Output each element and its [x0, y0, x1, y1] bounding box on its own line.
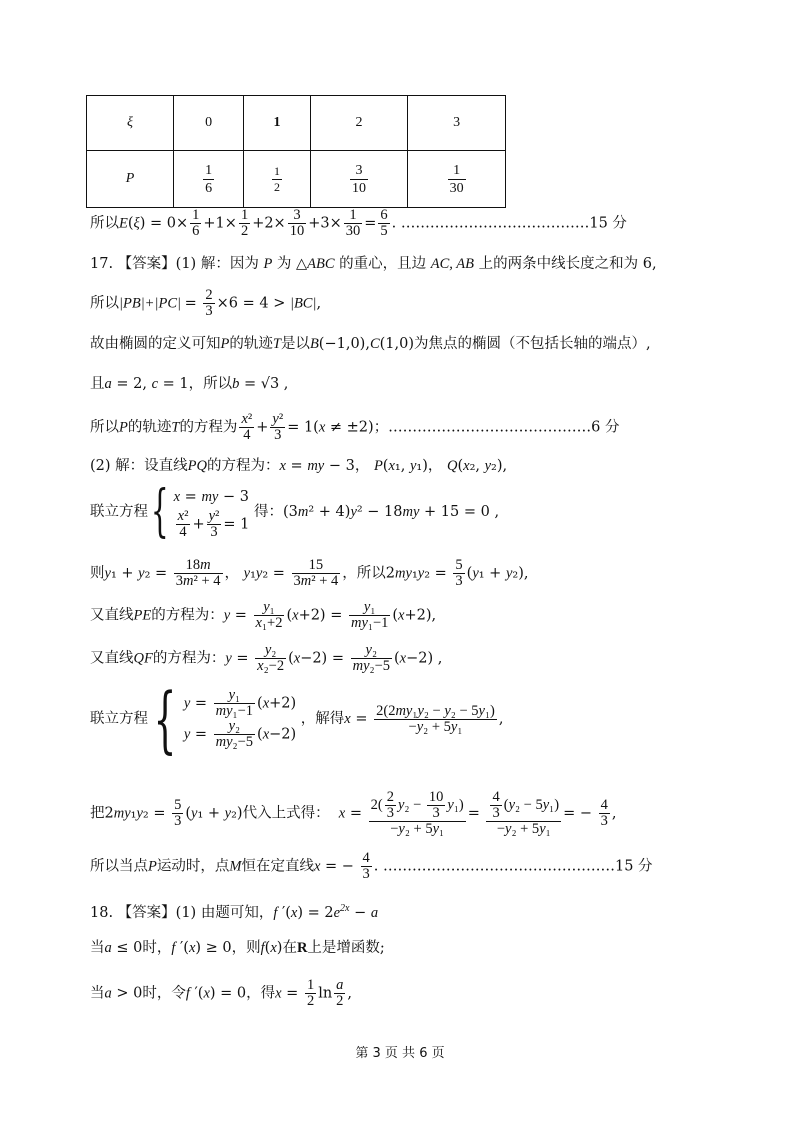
table-cell: 0: [174, 96, 244, 151]
table-row: [87, 96, 506, 151]
text-line: 故由椭圆的定义可知P的轨迹T是以B(−1,0),C(1,0)为焦点的椭圆（不包括长轴的端点）,: [90, 336, 651, 352]
table-cell: $\frac{3}{10}$: [310, 151, 408, 208]
table-row: [87, 151, 506, 208]
text-line: 所以P的轨迹T的方程为 $\frac{\text{x²}}{4}$ + $\frac{\text{y²}}{3}$ = 1(x ≠ ±2)；……………………………………6 分: [90, 411, 620, 443]
table-cell: 2: [310, 96, 408, 151]
expectation-line: 所以E(ξ) = 0× $\frac{1}{6}$ +1× $\frac{1}{2}$ +2× $\frac{3}{10}$ +3× $\frac{1}{30}$ = $\frac{6}{5}$ . …………………………………15 分: [90, 207, 627, 239]
text-line: 当a > 0时，令f ′(x) = 0，得x = $\frac{1}{2}$ ln $\frac{a}{2}$ ,: [90, 977, 353, 1009]
text-line: 所以|PB|+|PC| = $\frac{2}{3}$ ×6 = 4 > |BC|,: [90, 287, 322, 319]
table-cell: 1: [244, 96, 310, 151]
text-line: 又直线PE的方程为：y = $\frac{\text{y₁}}{\text{x₁+2}}$ (x+2) = $\frac{\text{y₁}}{\text{my₁−1}}$ (x+2),: [90, 599, 437, 631]
table-cell: $\frac{1}{2}$: [244, 151, 310, 208]
table-cell: $\frac{1}{30}$: [408, 151, 506, 208]
page-footer: 第 3 页 共 6 页: [355, 1046, 445, 1061]
distribution-table: [86, 95, 506, 208]
text-line: 所以当点P运动时，点M恒在定直线x = − $\frac{4}{3}$ . …………………………………………15 分: [90, 850, 653, 882]
text-line: 联立方程{ x = my − 3 $\frac{\text{x²}}{4}$ + $\frac{\text{y²}}{3}$ = 1 得：(3m² + 4)y² − 18my + 15 = 0 ,: [90, 479, 500, 544]
q18-line: 18. 【答案】(1) 由题可知，f $'(x) = 2e^{2x} - a$: [90, 903, 379, 921]
text-line: 且a = 2, c = 1，所以b = √3 ,: [90, 376, 289, 392]
text-line: 把2my₁y₂ = $\frac{5}{3}$ (y₁ + y₂)代入上式得： x = 2( $\frac{2}{3}$ y₂ − $\frac{10}{3}$ y₁) −y₂ + 5y₁ = $\frac{4}{3}$ (y₂ − 5y₁) −y₂ + 5y₁ = − $\frac{4}{3}$ ,: [90, 789, 617, 837]
text-line: 当a ≤ 0时，f ′(x) ≥ 0，则f(x)在R上是增函数;: [90, 940, 385, 956]
table-cell: ξ: [87, 96, 174, 151]
table-cell: 3: [408, 96, 506, 151]
text-line: 则y₁ + y₂ = $\frac{18m}{\text{3m² + 4}}$ ， y₁y₂ = $\frac{15}{\text{3m² + 4}}$ ，所以2my₁y₂ = $\frac{5}{3}$ (y₁ + y₂),: [90, 557, 529, 589]
text-line: (2) 解：设直线PQ的方程为：x = my − 3， P(x₁, y₁)， Q(x₂, y₂),: [90, 458, 508, 474]
q17-line: 17. 【答案】(1) 解：因为 P 为 △ABC 的重心，且边 AC, AB 上的两条中线长度之和为 6,: [90, 256, 657, 272]
table-cell: P: [87, 151, 174, 208]
text-line: 又直线QF的方程为：y = $\frac{\text{y₂}}{\text{x₂−2}}$ (x−2) = $\frac{\text{y₂}}{\text{my₂−5}}$ (x−2) ,: [90, 642, 443, 674]
text-line: 联立方程{ y = $\frac{\text{y₁}}{\text{my₁−1}}$ (x+2) y = $\frac{\text{y₂}}{\text{my₂−5}}$ (x−2) ，解得x = $\frac{\text{2(2my₁y₂ − y₂ − 5y₁)}}{\text{−y₂ + 5y₁}}$ ,: [90, 677, 504, 761]
table-cell: $\frac{1}{6}$: [174, 151, 244, 208]
